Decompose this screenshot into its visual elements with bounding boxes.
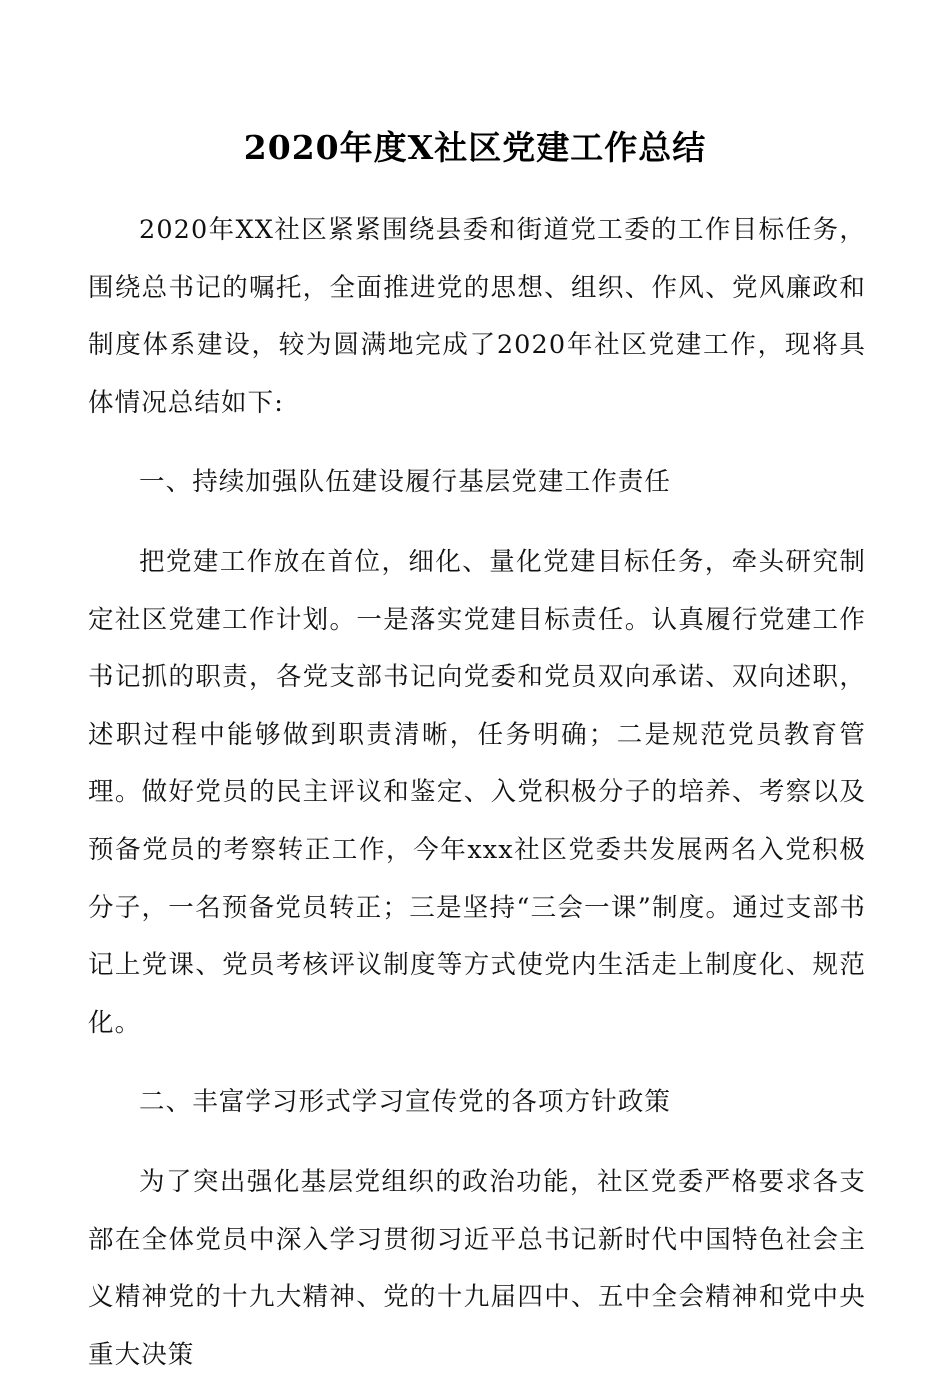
section-1-paragraph: 把党建工作放在首位，细化、量化党建目标任务，牵头研究制定社区党建工作计划。一是落实党建目标责任。认真履行党建工作书记抓的职责，各党支部书记向党委和党员双向承诺、双向述职，述职过程中能够做到职责清晰，任务明确；二是规范党员教育管理。做好党员的民主评议和鉴定、入党积极分子的培养、考察以及预备党员的考察转正工作，今年xxx社区党委共发展两名入党积极分子，一名预备党员转正；三是坚持“三会一课”制度。通过支部书记上党课、党员考核评议制度等方式使党内生活走上制度化、规范化。 [88, 546, 866, 1038]
document-title: 2020年度X社区党建工作总结 [243, 128, 707, 167]
document-body [88, 202, 866, 1384]
section-heading-2: 二、丰富学习形式学习宣传党的各项方针政策 [139, 1087, 672, 1118]
section-2-paragraph: 为了突出强化基层党组织的政治功能，社区党委严格要求各支部在全体党员中深入学习贯彻习近平总书记新时代中国特色社会主义精神党的十九大精神、党的十九届四中、五中全会精神和党中央重大决策 [88, 1166, 866, 1370]
section-heading-1: 一、持续加强队伍建设履行基层党建工作责任 [139, 467, 672, 498]
intro-paragraph: 2020年XX社区紧紧围绕县委和街道党工委的工作目标任务，围绕总书记的嘱托，全面推进党的思想、组织、作风、党风廉政和制度体系建设，较为圆满地完成了2020年社区党建工作，现将具体情况总结如下: [88, 215, 866, 418]
